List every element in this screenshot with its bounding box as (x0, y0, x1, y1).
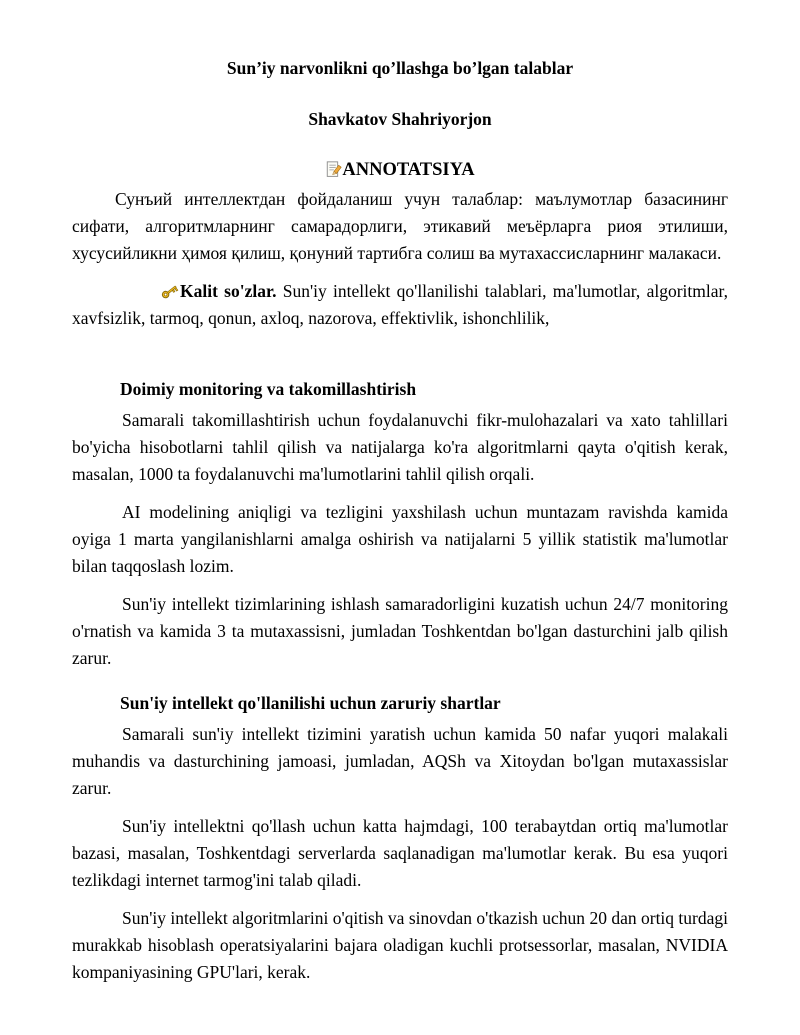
paragraph: AI modelining aniqligi va tezligini yaxshilash uchun muntazam ravishda kamida oyiga 1 marta yangilanishlarni amalga oshirish va natijalarni 5 yillik statistik ma'lumotlar bilan taqqoslash lozim. (72, 502, 728, 576)
paragraph: Sun'iy intellektni qo'llash uchun katta hajmdagi, 100 terabaytdan ortiq ma'lumotlar bazasi, masalan, Toshkentdagi serverlarda saqlanadigan ma'lumotlar kerak. Bu esa yuqori tezlikdagi internet tarmog'ini talab qiladi. (72, 816, 728, 890)
document-author: Shavkatov Shahriyorjon (308, 109, 492, 129)
paragraph: Sun'iy intellekt algoritmlarini o'qitish va sinovdan o'tkazish uchun 20 dan ortiq turdagi murakkab hisoblash operatsiyalarini bajara oladigan kuchli protsessorlar, masalan, NVIDIA kompaniyasining GPU'lari, kerak. (72, 908, 728, 982)
paragraph: Samarali sun'iy intellekt tizimini yaratish uchun kamida 50 nafar yuqori malakali muhandis va dasturchining jamoasi, jumladan, AQSh va Xitoydan bo'lgan mutaxassislar zarur. (72, 724, 728, 798)
section-heading: Doimiy monitoring va takomillashtirish (120, 379, 417, 399)
annotation-heading-text: ANNOTATSIYA (342, 160, 475, 180)
section-requirements (72, 690, 728, 986)
annotation-paragraph: Сунъий интеллектдан фойдаланиш учун талаблар: маълумотлар базасининг сифати, алгоритмларнинг самарадорлиги, этикавий меъёрларга риоя этилиши, хусусийликни ҳимоя қилиш, қонуний тартибга солиш ва мутахассисларнинг малакаси. (72, 189, 728, 263)
paragraph: Samarali takomillashtirish uchun foydalanuvchi fikr-mulohazalari va xato tahlillari bo'yicha hisobotlarni tahlil qilish va natijalarga ko'ra algoritmlarni qayta o'qitish kerak, masalan, 1000 ta foydalanuvchi ma'lumotlarini tahlil qilish orqali. (72, 410, 728, 484)
key-icon (116, 278, 180, 305)
annotation-heading (72, 157, 728, 183)
paragraph: Sun'iy intellekt tizimlarining ishlash samaradorligini kuzatish uchun 24/7 monitoring o'rnatish va kamida 3 ta mutaxassisni, jumladan Toshkentdan bo'lgan dasturchini jalb qilish zarur. (72, 594, 728, 668)
memo-icon (325, 157, 342, 183)
section-monitoring (72, 376, 728, 672)
keywords-paragraph (72, 278, 728, 332)
keywords-text: Sun'iy intellekt qo'llanilishi talablari, ma'lumotlar, algoritmlar, xavfsizlik, tarmoq, qonun, axloq, nazorova, effektivlik, ishonchlilik, (72, 281, 728, 328)
document-title: Sun’iy narvonlikni qo’llashga bo’lgan talablar (226, 58, 574, 78)
keywords-label: Kalit so'zlar. (180, 281, 277, 301)
section-heading: Sun'iy intellekt qo'llanilishi uchun zaruriy shartlar (120, 693, 501, 713)
